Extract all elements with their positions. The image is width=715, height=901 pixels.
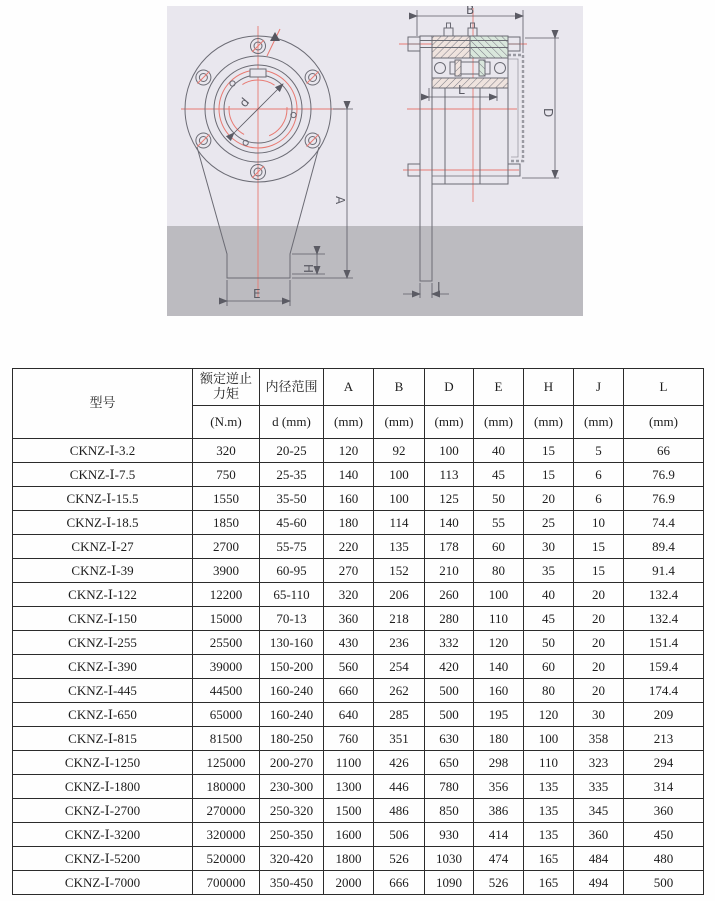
value-cell: 100: [374, 487, 425, 511]
value-cell: 10: [574, 511, 624, 535]
value-cell: 65-110: [260, 583, 324, 607]
dim-label-l: L: [458, 83, 465, 97]
table-row: [13, 511, 704, 535]
value-cell: 100: [474, 583, 524, 607]
value-cell: 20-25: [260, 439, 324, 463]
value-cell: 135: [524, 799, 574, 823]
value-cell: 160: [324, 487, 374, 511]
dim-label-dheight: D: [541, 108, 555, 118]
value-cell: 1550: [193, 487, 260, 511]
table-row: [13, 847, 704, 871]
value-cell: 66: [624, 439, 704, 463]
value-cell: 25500: [193, 631, 260, 655]
value-cell: 360: [324, 607, 374, 631]
table-row: [13, 871, 704, 895]
value-cell: 6: [574, 463, 624, 487]
table-row: [13, 703, 704, 727]
value-cell: 132.4: [624, 583, 704, 607]
value-cell: 45-60: [260, 511, 324, 535]
value-cell: 130-160: [260, 631, 324, 655]
value-cell: 120: [474, 631, 524, 655]
model-cell: CKNZ-Ⅰ-15.5: [13, 487, 193, 511]
mounting-plate: [420, 36, 432, 281]
model-cell: CKNZ-Ⅰ-255: [13, 631, 193, 655]
value-cell: 140: [425, 511, 474, 535]
unit-j: (mm): [574, 406, 624, 439]
value-cell: 40: [474, 439, 524, 463]
value-cell: 750: [193, 463, 260, 487]
model-cell: CKNZ-Ⅰ-3.2: [13, 439, 193, 463]
value-cell: 1500: [324, 799, 374, 823]
value-cell: 210: [425, 559, 474, 583]
bearing-ball-left: [435, 63, 446, 74]
value-cell: 45: [524, 607, 574, 631]
value-cell: 486: [374, 799, 425, 823]
value-cell: 55: [474, 511, 524, 535]
value-cell: 40: [524, 583, 574, 607]
value-cell: 5: [574, 439, 624, 463]
value-cell: 178: [425, 535, 474, 559]
value-cell: 218: [374, 607, 425, 631]
value-cell: 74.4: [624, 511, 704, 535]
header-bore: 内径范围: [260, 369, 324, 406]
value-cell: 360: [574, 823, 624, 847]
value-cell: 160: [474, 679, 524, 703]
value-cell: 320: [324, 583, 374, 607]
value-cell: 150-200: [260, 655, 324, 679]
value-cell: 260: [425, 583, 474, 607]
value-cell: 666: [374, 871, 425, 895]
value-cell: 230-300: [260, 775, 324, 799]
value-cell: 180-250: [260, 727, 324, 751]
value-cell: 494: [574, 871, 624, 895]
table-row: [13, 463, 704, 487]
value-cell: 1100: [324, 751, 374, 775]
model-cell: CKNZ-Ⅰ-815: [13, 727, 193, 751]
value-cell: 323: [574, 751, 624, 775]
dim-a: [292, 109, 353, 278]
value-cell: 2700: [193, 535, 260, 559]
model-cell: CKNZ-Ⅰ-7000: [13, 871, 193, 895]
value-cell: 356: [474, 775, 524, 799]
value-cell: 165: [524, 847, 574, 871]
dim-label-h: H: [301, 264, 315, 274]
value-cell: 650: [425, 751, 474, 775]
spec-table: [12, 368, 704, 895]
torque-bracket: [508, 55, 523, 161]
value-cell: 250-320: [260, 799, 324, 823]
unit-l: (mm): [624, 406, 704, 439]
value-cell: 320: [193, 439, 260, 463]
value-cell: 350-450: [260, 871, 324, 895]
header-model: 型号: [13, 369, 193, 439]
value-cell: 120: [524, 703, 574, 727]
value-cell: 520000: [193, 847, 260, 871]
model-cell: CKNZ-Ⅰ-390: [13, 655, 193, 679]
value-cell: 430: [324, 631, 374, 655]
unit-b: (mm): [374, 406, 425, 439]
value-cell: 15: [574, 559, 624, 583]
value-cell: 280: [425, 607, 474, 631]
value-cell: 213: [624, 727, 704, 751]
model-cell: CKNZ-Ⅰ-650: [13, 703, 193, 727]
value-cell: 55-75: [260, 535, 324, 559]
value-cell: 195: [474, 703, 524, 727]
dim-label-b: B: [466, 6, 475, 17]
value-cell: 3900: [193, 559, 260, 583]
value-cell: 500: [425, 703, 474, 727]
dim-label-a: A: [333, 196, 347, 205]
value-cell: 30: [524, 535, 574, 559]
value-cell: 80: [524, 679, 574, 703]
table-row: [13, 751, 704, 775]
value-cell: 100: [425, 439, 474, 463]
value-cell: 930: [425, 823, 474, 847]
value-cell: 298: [474, 751, 524, 775]
value-cell: 50: [474, 487, 524, 511]
value-cell: 180000: [193, 775, 260, 799]
table-row: [13, 487, 704, 511]
value-cell: 151.4: [624, 631, 704, 655]
spec-table-body: [13, 439, 704, 895]
value-cell: 76.9: [624, 463, 704, 487]
value-cell: 660: [324, 679, 374, 703]
bearing-housing: [432, 58, 508, 78]
value-cell: 91.4: [624, 559, 704, 583]
value-cell: 125000: [193, 751, 260, 775]
value-cell: 20: [574, 679, 624, 703]
unit-a: (mm): [324, 406, 374, 439]
model-cell: CKNZ-Ⅰ-5200: [13, 847, 193, 871]
value-cell: 135: [524, 775, 574, 799]
header-torque-line1: 额定逆止: [199, 371, 252, 387]
model-cell: CKNZ-Ⅰ-445: [13, 679, 193, 703]
value-cell: 314: [624, 775, 704, 799]
bearing-ball-right: [495, 63, 506, 74]
value-cell: 560: [324, 655, 374, 679]
value-cell: 254: [374, 655, 425, 679]
value-cell: 506: [374, 823, 425, 847]
value-cell: 125: [425, 487, 474, 511]
value-cell: 450: [624, 823, 704, 847]
value-cell: 60: [474, 535, 524, 559]
keyway: [250, 69, 266, 77]
value-cell: 500: [425, 679, 474, 703]
table-row: [13, 607, 704, 631]
header-dim-e: E: [474, 369, 524, 406]
value-cell: 294: [624, 751, 704, 775]
value-cell: 500: [624, 871, 704, 895]
table-row: [13, 775, 704, 799]
value-cell: 220: [324, 535, 374, 559]
value-cell: 140: [474, 655, 524, 679]
value-cell: 44500: [193, 679, 260, 703]
value-cell: 92: [374, 439, 425, 463]
value-cell: 250-350: [260, 823, 324, 847]
value-cell: 15: [524, 439, 574, 463]
value-cell: 80: [474, 559, 524, 583]
value-cell: 1800: [324, 847, 374, 871]
value-cell: 159.4: [624, 655, 704, 679]
model-cell: CKNZ-Ⅰ-2700: [13, 799, 193, 823]
value-cell: 113: [425, 463, 474, 487]
value-cell: 110: [524, 751, 574, 775]
value-cell: 386: [474, 799, 524, 823]
model-cell: CKNZ-Ⅰ-39: [13, 559, 193, 583]
value-cell: 20: [574, 607, 624, 631]
table-row: [13, 679, 704, 703]
value-cell: 30: [574, 703, 624, 727]
technical-drawing: [167, 6, 583, 316]
unit-h: (mm): [524, 406, 574, 439]
value-cell: 20: [574, 655, 624, 679]
value-cell: 120: [324, 439, 374, 463]
value-cell: 135: [374, 535, 425, 559]
front-view: [181, 26, 353, 306]
value-cell: 174.4: [624, 679, 704, 703]
value-cell: 20: [524, 487, 574, 511]
value-cell: 335: [574, 775, 624, 799]
technical-drawing-panel: [167, 6, 583, 316]
model-cell: CKNZ-Ⅰ-7.5: [13, 463, 193, 487]
header-torque: [193, 369, 260, 406]
model-cell: CKNZ-Ⅰ-3200: [13, 823, 193, 847]
value-cell: 780: [425, 775, 474, 799]
value-cell: 351: [374, 727, 425, 751]
value-cell: 70-13: [260, 607, 324, 631]
value-cell: 200-270: [260, 751, 324, 775]
model-cell: CKNZ-Ⅰ-150: [13, 607, 193, 631]
value-cell: 484: [574, 847, 624, 871]
top-bolts: [444, 23, 477, 36]
table-row: [13, 583, 704, 607]
value-cell: 81500: [193, 727, 260, 751]
value-cell: 114: [374, 511, 425, 535]
value-cell: 526: [374, 847, 425, 871]
value-cell: 25-35: [260, 463, 324, 487]
value-cell: 480: [624, 847, 704, 871]
header-dim-a: A: [324, 369, 374, 406]
header-dim-b: B: [374, 369, 425, 406]
header-dim-h: H: [524, 369, 574, 406]
model-cell: CKNZ-Ⅰ-122: [13, 583, 193, 607]
model-cell: CKNZ-Ⅰ-18.5: [13, 511, 193, 535]
value-cell: 20: [574, 631, 624, 655]
value-cell: 360: [624, 799, 704, 823]
dim-label-e: E: [253, 287, 261, 301]
value-cell: 332: [425, 631, 474, 655]
value-cell: 15: [574, 535, 624, 559]
value-cell: 420: [425, 655, 474, 679]
value-cell: 700000: [193, 871, 260, 895]
header-dim-d: D: [425, 369, 474, 406]
table-row: [13, 439, 704, 463]
side-view: [399, 6, 559, 298]
value-cell: 446: [374, 775, 425, 799]
value-cell: 60: [524, 655, 574, 679]
table-row: [13, 655, 704, 679]
dim-j: [403, 283, 449, 298]
value-cell: 15: [524, 463, 574, 487]
value-cell: 140: [324, 463, 374, 487]
value-cell: 320-420: [260, 847, 324, 871]
value-cell: 1030: [425, 847, 474, 871]
table-row: [13, 799, 704, 823]
value-cell: 165: [524, 871, 574, 895]
value-cell: 180: [324, 511, 374, 535]
inner-ring-section: [432, 78, 508, 88]
value-cell: 236: [374, 631, 425, 655]
header-dim-l: L: [624, 369, 704, 406]
spec-table-header: [13, 369, 704, 439]
header-torque-line2: 力矩: [212, 386, 239, 401]
value-cell: 1300: [324, 775, 374, 799]
value-cell: 100: [374, 463, 425, 487]
table-row: [13, 727, 704, 751]
value-cell: 474: [474, 847, 524, 871]
value-cell: 285: [374, 703, 425, 727]
table-row: [13, 535, 704, 559]
value-cell: 180: [474, 727, 524, 751]
dim-d: [234, 84, 283, 133]
value-cell: 6: [574, 487, 624, 511]
value-cell: 12200: [193, 583, 260, 607]
unit-torque: (N.m): [193, 406, 260, 439]
value-cell: 50: [524, 631, 574, 655]
model-cell: CKNZ-Ⅰ-1250: [13, 751, 193, 775]
table-row: [13, 559, 704, 583]
value-cell: 270000: [193, 799, 260, 823]
table-row: [13, 631, 704, 655]
value-cell: 209: [624, 703, 704, 727]
unit-e: (mm): [474, 406, 524, 439]
value-cell: 526: [474, 871, 524, 895]
value-cell: 270: [324, 559, 374, 583]
value-cell: 89.4: [624, 535, 704, 559]
value-cell: 110: [474, 607, 524, 631]
value-cell: 160-240: [260, 703, 324, 727]
value-cell: 206: [374, 583, 425, 607]
value-cell: 35: [524, 559, 574, 583]
value-cell: 850: [425, 799, 474, 823]
value-cell: 135: [524, 823, 574, 847]
value-cell: 320000: [193, 823, 260, 847]
value-cell: 152: [374, 559, 425, 583]
value-cell: 65000: [193, 703, 260, 727]
value-cell: 760: [324, 727, 374, 751]
value-cell: 358: [574, 727, 624, 751]
value-cell: 45: [474, 463, 524, 487]
value-cell: 76.9: [624, 487, 704, 511]
value-cell: 1850: [193, 511, 260, 535]
value-cell: 20: [574, 583, 624, 607]
value-cell: 160-240: [260, 679, 324, 703]
value-cell: 262: [374, 679, 425, 703]
dim-label-d: d: [236, 95, 253, 110]
value-cell: 35-50: [260, 487, 324, 511]
header-dim-j: J: [574, 369, 624, 406]
value-cell: 414: [474, 823, 524, 847]
value-cell: 15000: [193, 607, 260, 631]
model-cell: CKNZ-Ⅰ-27: [13, 535, 193, 559]
value-cell: 345: [574, 799, 624, 823]
value-cell: 100: [524, 727, 574, 751]
unit-d: (mm): [425, 406, 474, 439]
table-row: [13, 823, 704, 847]
value-cell: 132.4: [624, 607, 704, 631]
value-cell: 630: [425, 727, 474, 751]
value-cell: 2000: [324, 871, 374, 895]
value-cell: 25: [524, 511, 574, 535]
value-cell: 1090: [425, 871, 474, 895]
unit-bore: d (mm): [260, 406, 324, 439]
section-mark: [267, 29, 280, 56]
value-cell: 1600: [324, 823, 374, 847]
value-cell: 60-95: [260, 559, 324, 583]
value-cell: 39000: [193, 655, 260, 679]
value-cell: 426: [374, 751, 425, 775]
model-cell: CKNZ-Ⅰ-1800: [13, 775, 193, 799]
dim-label-j: J: [437, 280, 441, 294]
value-cell: 640: [324, 703, 374, 727]
